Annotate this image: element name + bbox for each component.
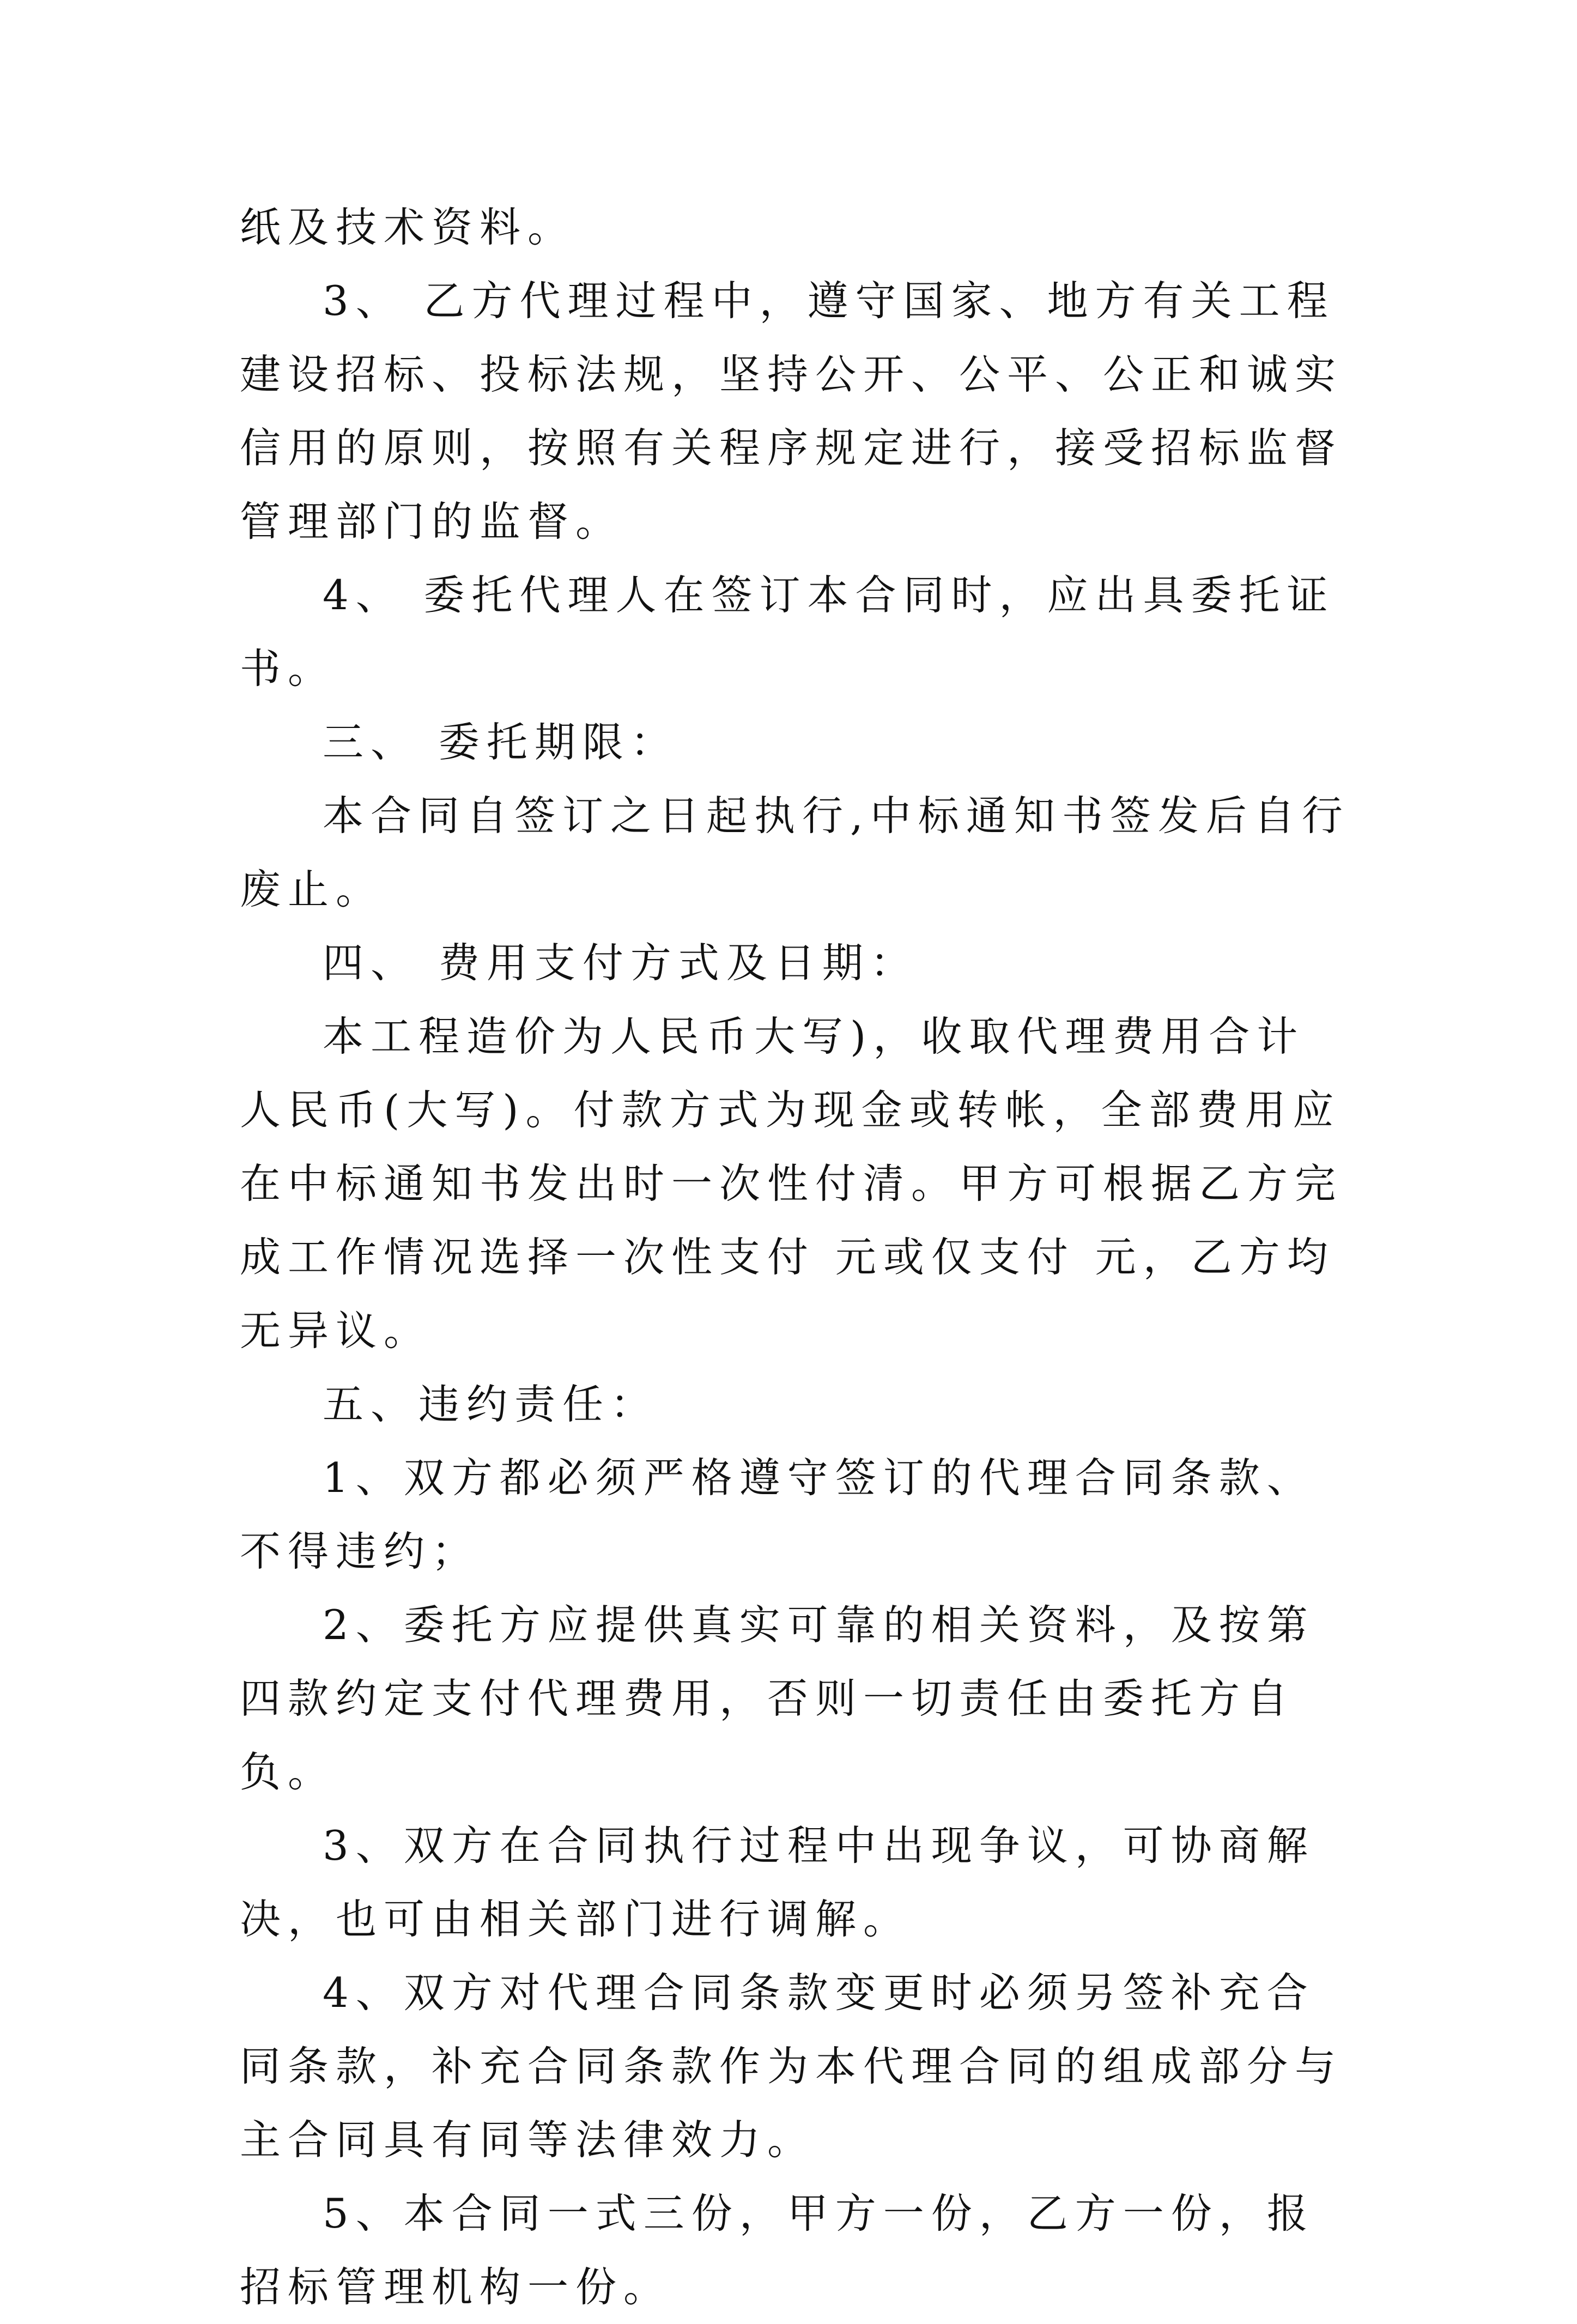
paragraph-continuation: 纸及技术资料。	[240, 203, 576, 251]
section-heading-term: 三、 委托期限：	[323, 718, 678, 766]
liability-item-1: 1、双方都必须严格遵守签订的代理合同条款、不得违约；	[240, 1454, 1315, 1575]
paragraph-term: 本合同自签订之日起执行,中标通知书签发后自行废止。	[240, 792, 1350, 913]
liability-item-4: 4、双方对代理合同条款变更时必须另签补充合同条款，补充合同条款作为本代理合同的组成部分与主合同具有同等法律效力。	[240, 1969, 1343, 2164]
liability-item-3: 3、双方在合同执行过程中出现争议，可协商解决，也可由相关部门进行调解。	[240, 1822, 1315, 1943]
paragraph-item-4: 4、 委托代理人在签订本合同时，应出具委托证书。	[240, 571, 1335, 693]
liability-item-2: 2、委托方应提供真实可靠的相关资料，及按第四款约定支付代理费用，否则一切责任由委托方自负。	[240, 1601, 1315, 1796]
paragraph-item-3: 3、 乙方代理过程中，遵守国家、地方有关工程建设招标、投标法规，坚持公开、公平、公正和诚实信用的原则，按照有关程序规定进行，接受招标监督管理部门的监督。	[240, 277, 1343, 545]
section-heading-payment: 四、 费用支付方式及日期：	[323, 939, 918, 987]
paragraph-payment: 本工程造价为人民币大写)，收取代理费用合计人民币(大写)。付款方式为现金或转帐，全部费用应在中标通知书发出时一次性付清。甲方可根据乙方完成工作情况选择一次性支付 元或仅支付 元，乙方均无异议。	[240, 1012, 1343, 1355]
liability-item-5: 5、本合同一式三份，甲方一份，乙方一份，报招标管理机构一份。	[240, 2189, 1315, 2311]
document-body	[240, 191, 1351, 2324]
section-heading-liability: 五、违约责任：	[323, 1380, 659, 1428]
